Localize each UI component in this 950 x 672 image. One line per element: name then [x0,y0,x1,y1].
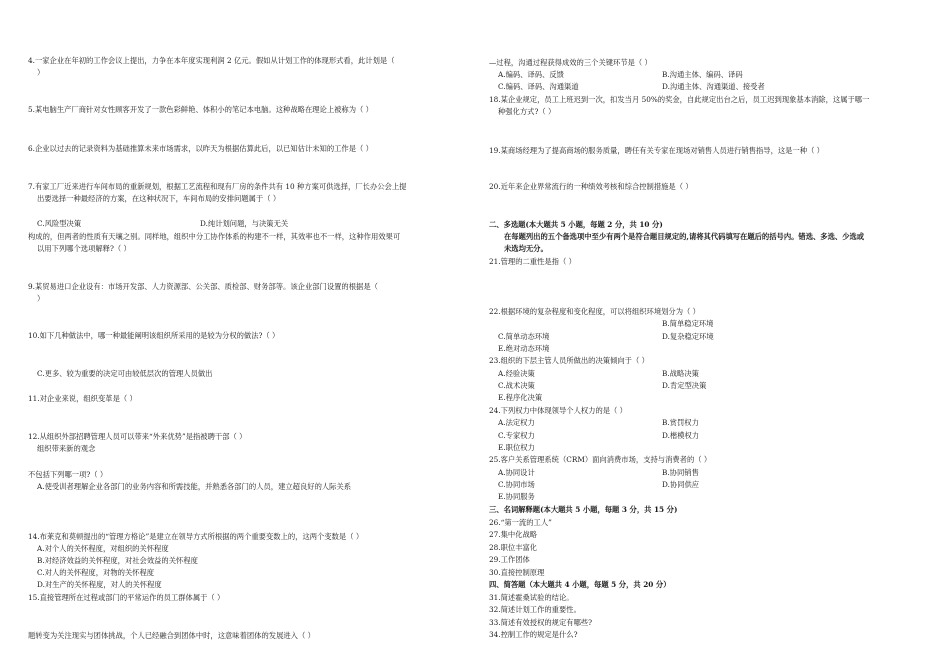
question-25-option-c: C.协同市场 [498,480,535,489]
question-22-option-b: B.简单稳定环境 [662,319,714,328]
question-23-option-b: B.战略决策 [662,369,699,378]
question-25-option-b: B.协同销售 [662,468,699,477]
question-23-option-c: C.战术决策 [498,381,535,390]
question-27: 27.集中化战略 [489,530,538,539]
question-8-line-1: 构成的，但两者的性质有天壤之别。同样地，组织中分工协作体系的构建不一样，其效率也不一样，这种作用效果可 [28,232,401,241]
question-24: 24.下列权力中体现领导个人权力的是（ ） [489,406,627,415]
question-12-line-2: 组织带来新的观念 [37,444,96,453]
question-24-option-e: E.职位权力 [498,443,535,452]
section-2-instructions-line-1: 在每题列出的五个备选项中至少有两个是符合题目规定的,请将其代码填写在题后的括号内。错选、多选、少选或 [504,232,865,241]
question-30: 30.直接控制原理 [489,568,545,577]
question-24-option-c: C.专家权力 [498,431,535,440]
question-17-option-d: D.沟通主体、沟通渠道、接受者 [662,82,765,91]
question-14-option-a: A.对个人的关怀程度，对组织的关怀程度 [37,544,169,553]
question-26: 26.“第一流的工人” [489,518,552,527]
right-column [470,0,950,672]
question-23-option-d: D.肯定型决策 [662,381,707,390]
question-22: 22.根据环境的复杂程度和变化程度，可以将组织环境划分为（ ） [489,307,700,316]
question-17-option-b: B.沟通主体、编码、译码 [662,70,743,79]
question-20: 20.近年来企业界常流行的一种绩效考核和综合控制措施是（ ） [489,182,693,191]
question-32: 32.简述计划工作的重要性。 [489,605,581,614]
question-29: 29.工作团体 [489,555,530,564]
question-4-line-2: ） [37,68,45,77]
question-24-option-b: B.赏罚权力 [662,418,699,427]
question-17-fragment: —过程，沟通过程获得成效的三个关键环节是（ ） [489,58,652,67]
question-33: 33.简述有效授权的规定有哪些? [489,618,593,627]
question-8-line-2: 以用下列哪个选项解释?（ ） [37,244,131,253]
question-13-option-a: A.使受训者理解企业各部门的业务内容和所需技能，并熟悉各部门的人员，建立超良好的人际关系 [37,482,352,491]
question-31: 31.简述霍桑试验的结论。 [489,593,574,602]
question-23-option-e: E.程序化决策 [498,393,543,402]
question-14-option-b: B.对经济效益的关怀程度，对社会效益的关怀程度 [37,556,198,565]
question-18-line-1: 18.某企业规定，员工上班迟到一次，扣发当月 50%的奖金，自此规定出台之后，员工迟到现象基本消除，这属于哪一 [489,95,870,104]
section-2-instructions-line-2: 未选均无分。 [504,244,548,253]
question-17-option-a: A.编码、译码、反馈 [498,70,564,79]
question-34: 34.控制工作的规定是什么? [489,630,578,639]
question-7-line-1: 7.有家工厂近来进行车间布局的重新规划，根据工艺流程和现有厂房的条件共有 10 种方案可供选择，厂长办公会上提 [28,182,407,191]
question-19: 19.某商场经理为了提高商场的服务质量，聘任有关专家在现场对销售人员进行销售指导，这是一种（ ） [489,146,824,155]
question-5: 5.某电脑生产厂商针对女性顾客开发了一款色彩鲜艳、体积小的笔记本电脑。这种战略在理论上被称为（ ） [28,105,373,114]
question-15: 15.直接管理所在过程或部门的平常运作的员工群体属于（ ） [28,593,225,602]
question-21: 21.管理的二重性是指（ ） [489,257,576,266]
question-18-line-2: 种强化方式?（ ） [498,107,556,116]
question-6: 6.企业以过去的记录资料为基础推算未来市场需求，以昨天为根据估算此后，以已知估计未知的工作是（ ） [28,144,373,153]
section-3-heading: 三、名词解释题(本大题共 5 小题，每题 3 分，共 15 分) [489,505,678,514]
question-7-line-2: 出要选择一种最经济的方案，在这种状况下，车间布局的安排问题属于（ ） [37,194,281,203]
question-7-option-c: C.风险型决策 [37,219,82,228]
question-9-line-2: ） [37,294,45,303]
question-23-option-a: A.经验决策 [498,369,535,378]
question-7-option-d: D.纯计划问题，与决策无关 [200,219,289,228]
question-25-option-a: A.协同设计 [498,468,535,477]
question-24-option-d: D.楷模权力 [662,431,700,440]
question-14: 14.布莱克和莫顿提出的“管理方格论”是建立在领导方式所根据的两个重要变数上的，这两个变数是（ ） [28,532,364,541]
question-14-option-c: C.对人的关怀程度，对物的关怀程度 [37,568,155,577]
question-23: 23.组织的下层主管人员所做出的决策倾向于（ ） [489,356,649,365]
question-16-fragment: 题转变为关注现实与团体挑战，个人已经融合到团体中时，这意味着团体的发展进入（ ） [28,631,315,640]
question-22-option-d: D.复杂稳定环境 [662,332,714,341]
question-17-option-c: C.编码、译码、沟通渠道 [498,82,579,91]
left-column [0,0,470,672]
question-12-line-1: 12.从组织外部招聘管理人员可以带来“外来优势”是指被聘干部（ ） [28,432,247,441]
question-25-option-d: D.协同供应 [662,480,700,489]
question-25-option-e: E.协同服务 [498,492,535,501]
question-10: 10.如下几种做法中，哪一种最能阐明该组织所采用的是较为分权的做法?（ ） [28,331,280,340]
question-22-option-c: C.简单动态环境 [498,332,550,341]
question-10-option-c: C.更多、较为重要的决定可由较低层次的管理人员做出 [37,369,213,378]
question-9-line-1: 9.某贸易进口企业设有：市场开发部、人力资源部、公关部、质检部、财务部等。该企业部门设置的根据是（ [28,282,378,291]
question-4-line-1: 4.一家企业在年初的工作会议上提出，力争在本年度实现利润 2 亿元。假如从计划工作的体现形式看，此计划是（ [28,56,395,65]
section-4-heading: 四、简答题（本大题共 4 小题，每题 5 分，共 20 分） [489,580,671,589]
question-24-option-a: A.法定权力 [498,418,535,427]
section-2-heading: 二、多选题(本大题共 5 小题，每题 2 分，共 10 分) [489,220,663,229]
question-13-stem: 不包括下列哪一项?（ ） [28,470,108,479]
question-22-option-e: E.绝对动态环境 [498,344,550,353]
question-14-option-d: D.对生产的关怀程度，对人的关怀程度 [37,580,162,589]
question-25: 25.客户关系管理系统（CRM）面向消费市场，支持与消费者的（ ） [489,455,712,464]
question-28: 28.职位丰富化 [489,543,538,552]
question-11: 11.对企业来说，组织变革是（ ） [28,394,137,403]
